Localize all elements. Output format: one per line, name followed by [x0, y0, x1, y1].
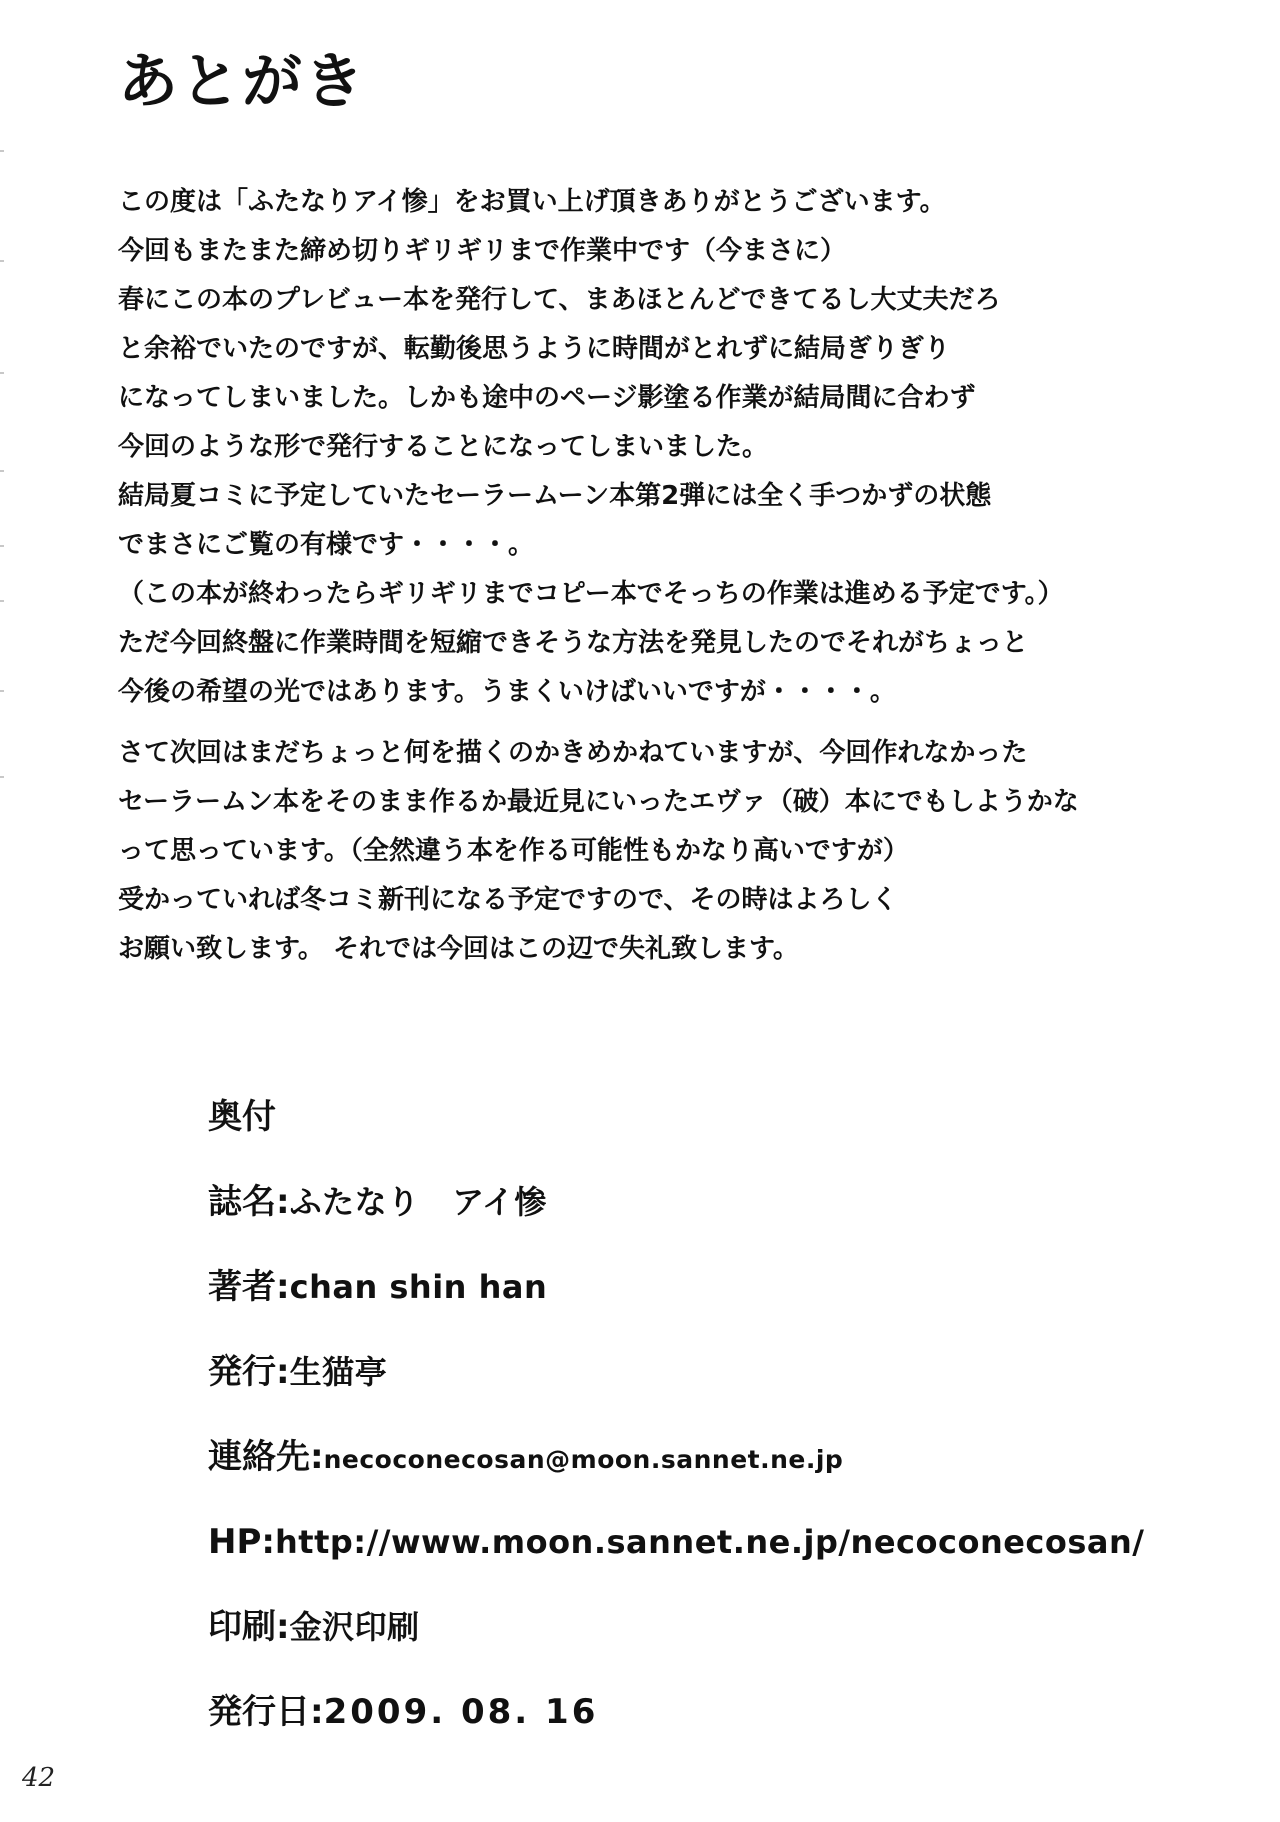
- text-line: この度は「ふたなりアイ惨」をお買い上げ頂きありがとうございます。: [118, 187, 946, 217]
- colophon-value: chan shin han: [289, 1268, 548, 1306]
- text-line: と余裕でいたのですが、転勤後思うように時間がとれずに結局ぎりぎり: [118, 334, 951, 364]
- colophon-label: HP: [208, 1522, 262, 1562]
- colophon-separator: :: [276, 1182, 290, 1222]
- colophon-label: 発行: [208, 1352, 276, 1392]
- colophon-separator: :: [261, 1522, 275, 1562]
- colophon-heading-row: [208, 1090, 1108, 1175]
- colophon-author-row: [208, 1260, 1108, 1345]
- colophon-date-row: [208, 1685, 1108, 1770]
- text-line: （この本が終わったらギリギリまでコピー本でそっちの作業は進める予定です。）: [118, 579, 1064, 609]
- colophon-value: 金沢印刷: [289, 1608, 420, 1646]
- text-line: 今回もまたまた締め切りギリギリまで作業中です（今まさに）: [118, 236, 847, 266]
- colophon-heading: 奥付: [208, 1097, 276, 1137]
- colophon-separator: :: [276, 1267, 290, 1307]
- homepage-url: http://www.moon.sannet.ne.jp/necoconecosan/: [274, 1523, 1145, 1561]
- text-line: 結局夏コミに予定していたセーラームーン本第2弾には全く手つかずの状態: [118, 481, 992, 511]
- text-line: でまさにご覧の有様です・・・・。: [118, 530, 535, 560]
- colophon: [208, 1090, 1145, 1770]
- colophon-title-row: [208, 1175, 1108, 1260]
- colophon-contact-row: [208, 1430, 1108, 1515]
- colophon-label: 発行日: [208, 1692, 310, 1732]
- colophon-separator: :: [276, 1352, 290, 1392]
- text-line: ただ今回終盤に作業時間を短縮できそうな方法を発見したのでそれがちょっと: [118, 628, 1029, 658]
- text-line: さて次回はまだちょっと何を描くのかきめかねていますが、今回作れなかった: [118, 738, 1028, 768]
- text-line: 今回のような形で発行することになってしまいました。: [118, 432, 769, 462]
- scan-edge-marks: [0, 0, 6, 1822]
- colophon-separator: :: [276, 1607, 290, 1647]
- page-number: 42: [22, 1763, 56, 1793]
- paragraph-1: [118, 178, 1198, 717]
- text-line: って思っています。（全然違う本を作る可能性もかなり高いですが）: [118, 836, 909, 866]
- colophon-value: 生猫亭: [289, 1353, 388, 1391]
- text-line: になってしまいました。しかも途中のページ影塗る作業が結局間に合わず: [118, 383, 976, 413]
- paragraph-2: [118, 729, 1198, 974]
- colophon-publisher-row: [208, 1345, 1108, 1430]
- colophon-label: 印刷: [208, 1607, 276, 1647]
- colophon-value: ふたなり アイ惨: [289, 1183, 547, 1221]
- colophon-separator: :: [310, 1437, 324, 1477]
- contact-email: necoconecosan@moon.sannet.ne.jp: [323, 1445, 844, 1474]
- text-line: 受かっていれば冬コミ新刊になる予定ですので、その時はよろしく: [118, 885, 898, 915]
- colophon-printer-row: [208, 1600, 1108, 1685]
- publication-date: 2009. 08. 16: [323, 1692, 599, 1732]
- colophon-homepage-row: [208, 1515, 1145, 1600]
- colophon-separator: :: [310, 1692, 324, 1732]
- text-line: お願い致します。 それでは今回はこの辺で失礼致します。: [118, 934, 799, 964]
- colophon-label: 著者: [208, 1267, 276, 1307]
- colophon-label: 連絡先: [208, 1437, 310, 1477]
- colophon-label: 誌名: [208, 1182, 276, 1222]
- afterword-title: あとがき: [118, 47, 366, 117]
- text-line: 春にこの本のプレビュー本を発行して、まあほとんどできてるし大丈夫だろ: [118, 285, 1001, 315]
- afterword-body: [118, 178, 1198, 974]
- text-line: 今後の希望の光ではあります。うまくいけばいいですが・・・・。: [118, 677, 896, 707]
- text-line: セーラームン本をそのまま作るか最近見にいったエヴァ（破）本にでもしようかな: [118, 787, 1079, 817]
